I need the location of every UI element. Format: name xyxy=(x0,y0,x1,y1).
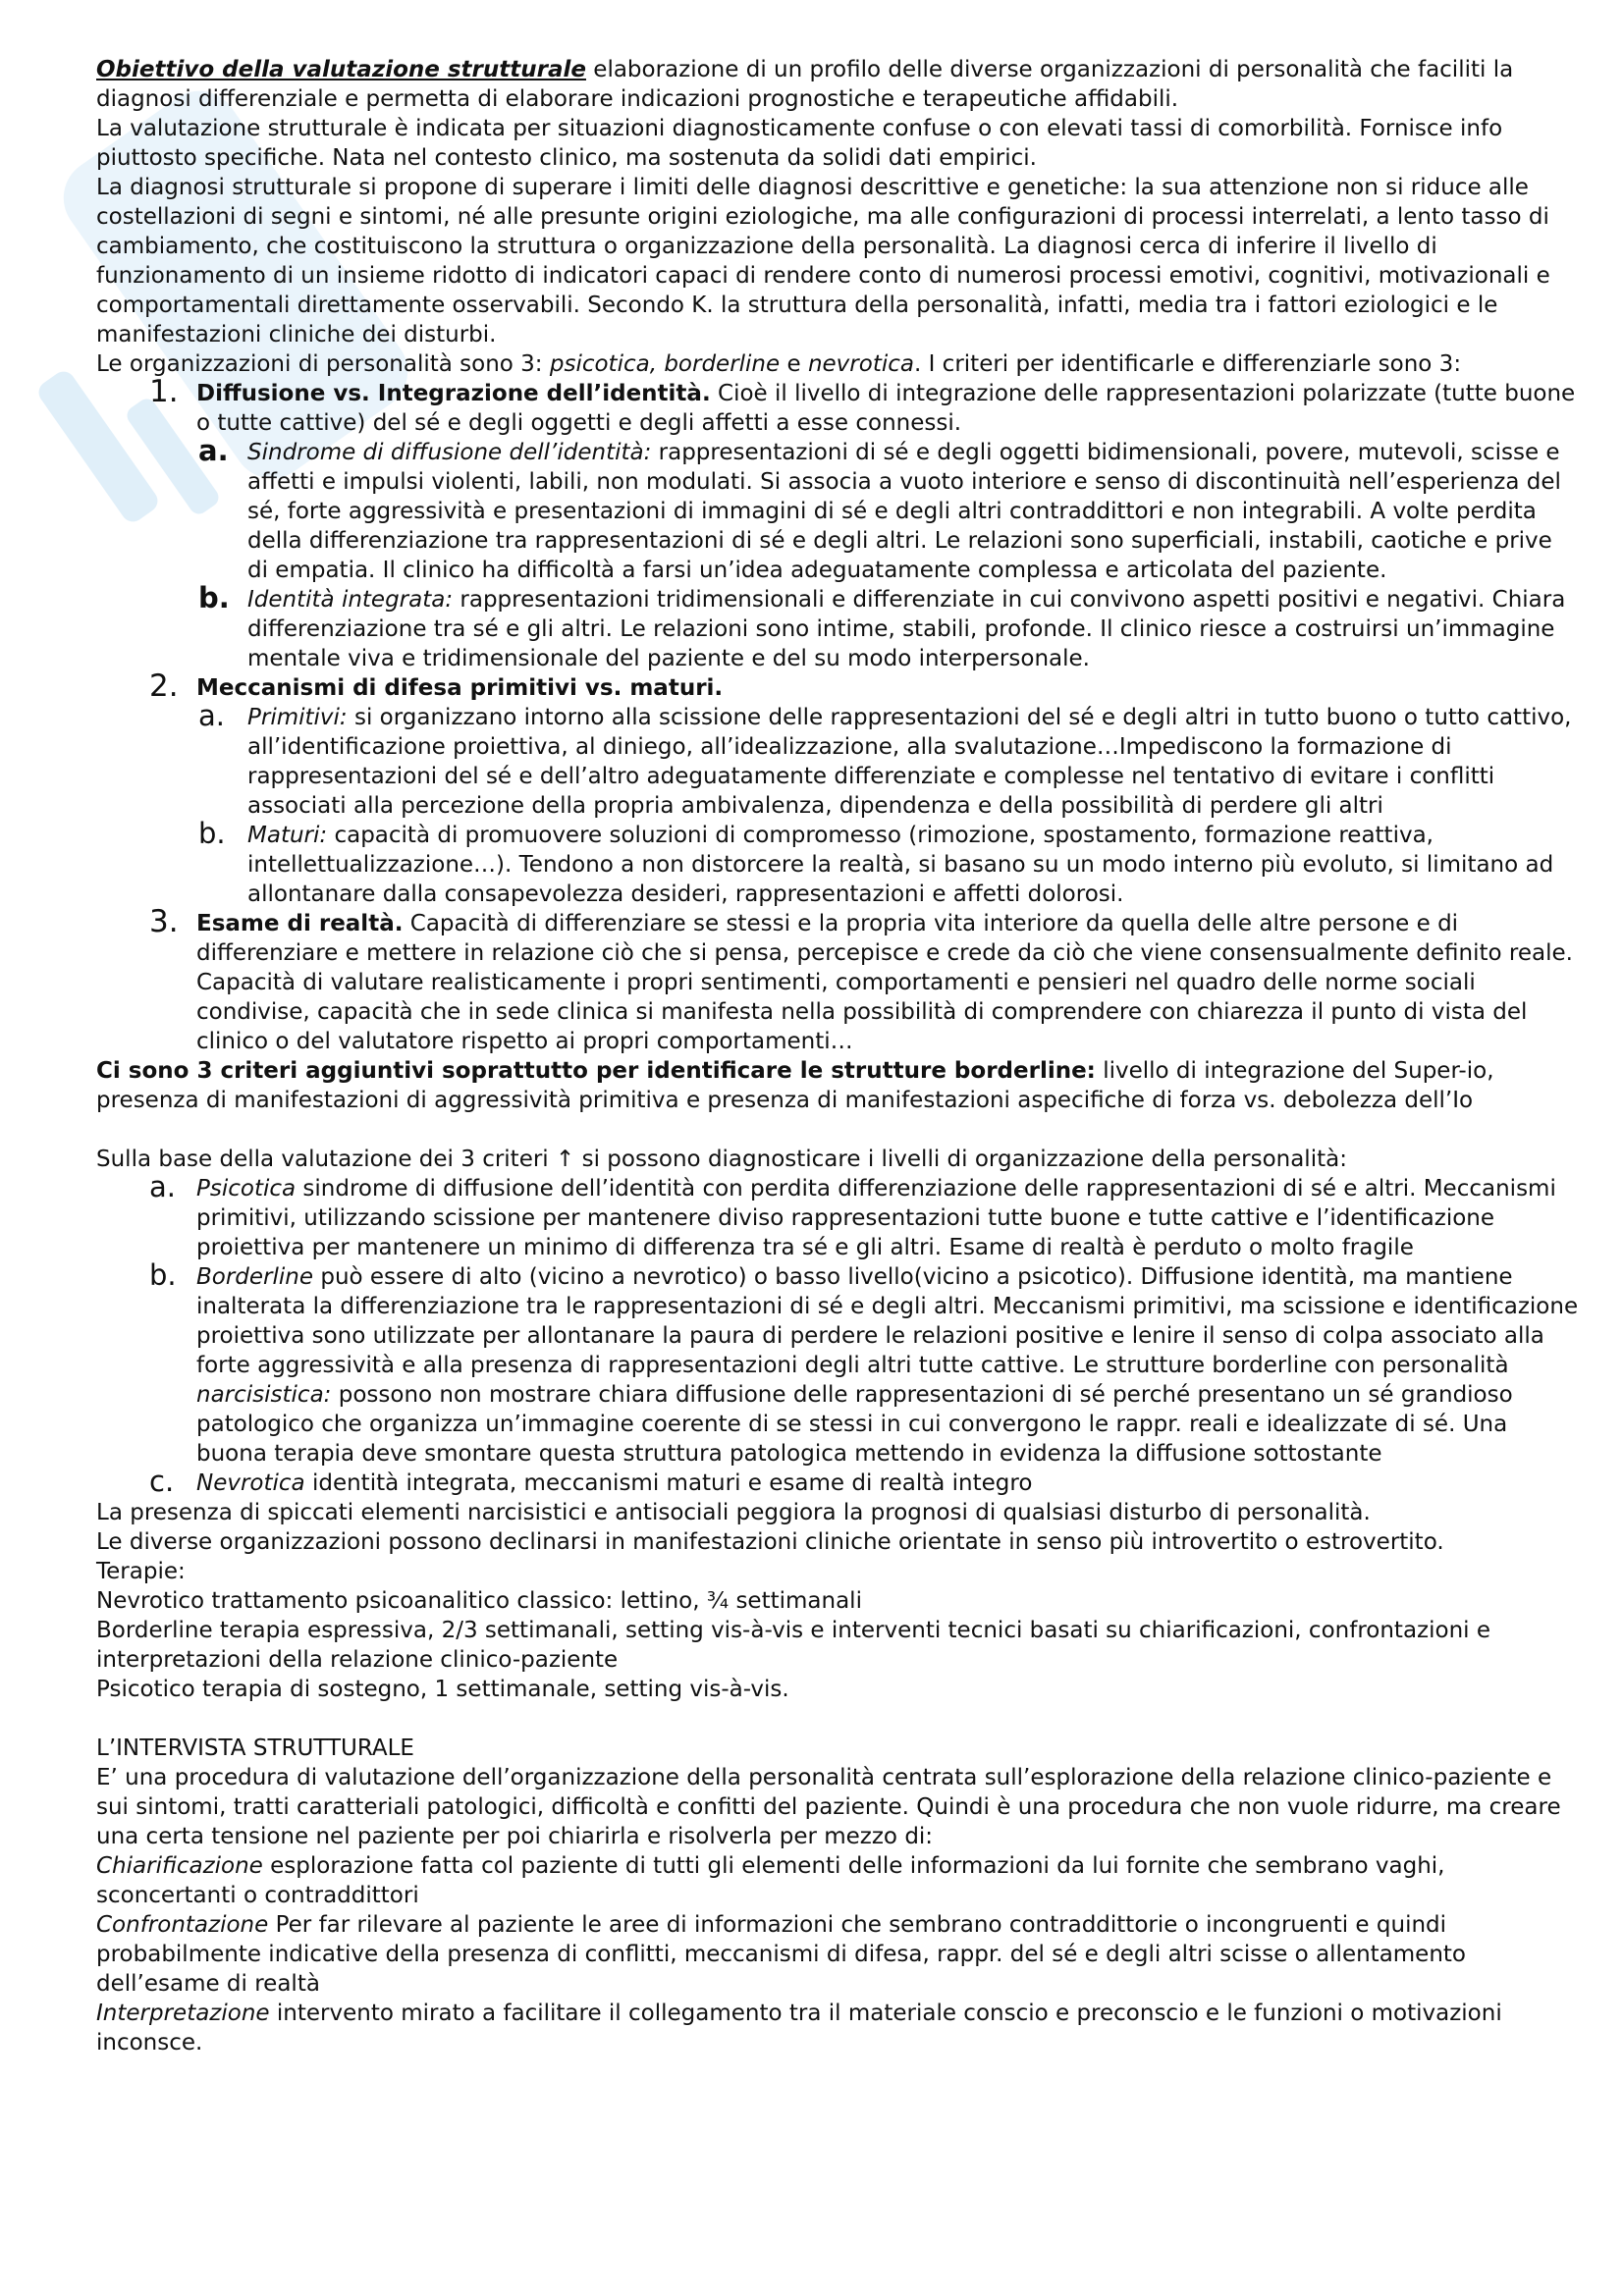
criterion-heading: Esame di realtà. xyxy=(196,911,404,936)
p4-text-c: e xyxy=(780,351,808,377)
sub-label: Primitivi: xyxy=(247,705,348,730)
level-item-nevrotica xyxy=(96,1465,1579,1498)
intro-paragraph-3: La diagnosi strutturale si propone di superare i limiti delle diagnosi descrittive e genetiche: la sua attenzione non si riduce alle costellazioni di segni e sintomi, né alle presunte origini eziologiche, ma alle configurazioni di processi interrelati, a lento tasso di cambiamento, che costituiscono la struttura o organizzazione della personalità. La diagnosi cerca di inferire il livello di funzionamento di un insieme ridotto di indicatori capaci di rendere conto di numerosi processi emotivi, cognitivi, motivazionali e comportamentali direttamente osservabili. Secondo K. la struttura della personalità, infatti, media tra i fattori eziologici e le manifestazioni cliniche dei disturbi. xyxy=(96,175,1550,347)
technique-text: Per far rilevare al paziente le aree di informazioni che sembrano contraddittorie o incongruenti e quindi probabilmente indicative della presenza di conflitti, meccanismi di difesa, rappr. del sé e degli altri scisse o allentamento dell’esame di realtà xyxy=(96,1912,1467,1997)
extra-criteria-text: livello di integrazione del Super-io, presenza di manifestazioni di aggressività primitiva e presenza di manifestazioni aspecifiche di forza vs. debolezza dell’Io xyxy=(96,1058,1494,1113)
sub-text: rappresentazioni di sé e degli oggetti bidimensionali, povere, mutevoli, scisse e affetti e impulsi violenti, labili, non modulati. Si associa a vuoto interiore e senso di discontinuità nell’esperienza del sé, forte aggressività e presentazioni di immagini di sé e degli altri contraddittori e non integrabili. A volte perdita della differenziazione tra rappresentazioni di sé e degli altri. Le relazioni sono superficiali, instabili, caotiche e prive di empatia. Il clinico ha difficoltà a farsi un’idea adeguatamente complessa e articolata del paziente. xyxy=(247,440,1561,583)
interview-paragraph: E’ una procedura di valutazione dell’organizzazione della personalità centrata sull’esplorazione della relazione clinico-paziente e sui sintomi, tratti caratteriali patologici, difficoltà e confitti del paziente. Quindi è una procedura che non vuole ridurre, ma creare una certa tensione nel paziente per poi chiarirla e risolverla per mezzo di: xyxy=(96,1765,1561,1849)
sub-item xyxy=(96,817,1579,909)
sub-item xyxy=(96,581,1579,673)
criterion-item xyxy=(96,904,1579,1056)
intro-text: elaborazione di un profilo delle diverse organizzazioni di personalità che faciliti la diagnosi differenziale e permetta di elaborare indicazioni prognostiche e terapeutiche affidabili. xyxy=(96,57,1514,112)
sub-letter: a. xyxy=(198,434,229,467)
sub-label: Maturi: xyxy=(247,823,328,848)
sub-text: si organizzano intorno alla scissione delle rappresentazioni del sé e degli altri in tutto buono o tutto cattivo, all’identificazione proiettiva, al diniego, all’idealizzazione, alla svalutazione…Impediscono la formazione di rappresentazioni del sé e dell’altro adeguatamente differenziate e complesse nel tentativo di evitare i conflitti associati alla percezione della propria ambivalenza, dipendenza e della possibilità di perdere gli altri xyxy=(247,705,1572,819)
sub-label: Sindrome di diffusione dell’identità: xyxy=(247,440,652,465)
therapies-heading: Terapie: xyxy=(96,1559,186,1584)
technique-text: esplorazione fatta col paziente di tutti gli elementi delle informazioni da lui fornite che sembrano vaghi, sconcertanti o contraddittori xyxy=(96,1853,1445,1908)
level-letter: c. xyxy=(149,1465,175,1498)
level-text: può essere di alto (vicino a nevrotico) o basso livello(vicino a psicotico). Diffusione identità, ma mantiene inalterata la differenziazione tra le rappresentazioni di sé e degli altri. Meccanismi primitivi, ma scissione e identificazione proiettiva sono utilizzate per allontanare la paura di perdere le relazioni positive e lenire il senso di colpa associato alla forte aggressività e alla presenza di rappresentazioni degli altri tutte cattive. Le strutture borderline con personalità xyxy=(196,1264,1579,1378)
sub-letter: b. xyxy=(198,581,230,614)
therapy-label: Borderline xyxy=(96,1618,213,1643)
technique-label: Chiarificazione xyxy=(96,1853,263,1879)
blank-line xyxy=(96,1704,1579,1734)
intro-paragraph-2: La valutazione strutturale è indicata per situazioni diagnosticamente confuse o con elevati tassi di comorbilità. Fornisce info piuttosto specifiche. Nata nel contesto clinico, ma sostenuta da solidi dati empirici. xyxy=(96,116,1503,171)
level-label: Borderline xyxy=(196,1264,314,1290)
technique-label: Confrontazione xyxy=(96,1912,269,1938)
level-label: Psicotica xyxy=(196,1176,297,1201)
therapy-psicotico xyxy=(96,1675,1579,1704)
level-item-borderline xyxy=(96,1258,1579,1468)
criterion-number: 1. xyxy=(149,374,179,409)
interview-title: L’INTERVISTA STRUTTURALE xyxy=(96,1735,414,1761)
intro-title: Obiettivo della valutazione strutturale xyxy=(96,57,586,82)
sub-item xyxy=(96,434,1579,585)
sub-label: Identità integrata: xyxy=(247,587,454,613)
interview-confrontazione xyxy=(96,1910,1579,1999)
level-letter: a. xyxy=(149,1170,176,1203)
criterion-heading: Diffusione vs. Integrazione dell’identità. xyxy=(196,381,711,406)
technique-label: Interpretazione xyxy=(96,2001,270,2026)
extra-criteria-heading: Ci sono 3 criteri aggiuntivi soprattutto per identificare le strutture borderline: xyxy=(96,1058,1096,1084)
level-text: sindrome di diffusione dell’identità con perdita differenziazione delle rappresentazioni di sé e altri. Meccanismi primitivi, utilizzando scissione per mantenere diviso rappresentazioni tutte buone e tutte cattive e l’identificazione proiettiva per mantenere un minimo di differenza tra sé e gli altri. Esame di realtà è perduto o molto fragile xyxy=(196,1176,1556,1260)
therapy-label: Nevrotico xyxy=(96,1588,205,1614)
sub-item xyxy=(96,699,1579,821)
therapy-borderline xyxy=(96,1616,1579,1675)
level-italic-term: narcisistica: xyxy=(196,1382,332,1408)
level-item-psicotica xyxy=(96,1170,1579,1262)
criterion-number: 2. xyxy=(149,668,179,704)
interview-chiarificazione xyxy=(96,1851,1579,1910)
p4-text-a: Le organizzazioni di personalità sono 3: xyxy=(96,351,550,377)
blank-line xyxy=(96,1115,1579,1145)
criterion-body: Capacità di differenziare se stessi e la propria vita interiore da quella delle altre persone e di differenziare e mettere in relazione ciò che si pensa, percepisce e crede da ciò che viene consensualmente definito reale. Capacità di valutare realisticamente i propri sentimenti, comportamenti e pensieri nel quadro delle norme sociali condivise, capacità che in sede clinica si manifesta nella possibilità di comprendere con chiarezza il punto di vista del clinico o del valutatore rispetto ai propri comportamenti… xyxy=(196,911,1573,1054)
criterion-item xyxy=(96,668,1579,704)
intro-paragraph xyxy=(96,55,1579,114)
therapy-nevrotico xyxy=(96,1586,1579,1616)
therapy-text: terapia di sostegno, 1 settimanale, setting vis-à-vis. xyxy=(194,1677,789,1702)
level-label: Nevrotica xyxy=(196,1470,305,1496)
interview-interpretazione xyxy=(96,1999,1579,2057)
declination-paragraph: Le diverse organizzazioni possono declinarsi in manifestazioni cliniche orientate in senso più introvertito o estrovertito. xyxy=(96,1529,1444,1555)
p4-text-e: . I criteri per identificarle e differenziarle sono 3: xyxy=(913,351,1462,377)
intro-paragraph-4 xyxy=(96,349,1579,379)
sub-letter: b. xyxy=(198,817,226,850)
p4-italic-d: nevrotica xyxy=(807,351,914,377)
criterion-heading: Meccanismi di difesa primitivi vs. maturi. xyxy=(196,675,724,701)
criterion-body: Cioè il livello di integrazione delle rappresentazioni polarizzate (tutte buone o tutte cattive) del sé e degli oggetti e degli affetti a esse connessi. xyxy=(196,381,1576,436)
therapy-text: terapia espressiva, 2/3 settimanali, setting vis-à-vis e interventi tecnici basati su chiarificazioni, confrontazioni e interpretazioni della relazione clinico-paziente xyxy=(96,1618,1491,1673)
prognosis-paragraph: La presenza di spiccati elementi narcisistici e antisociali peggiora la prognosi di qualsiasi disturbo di personalità. xyxy=(96,1500,1371,1525)
sub-text: rappresentazioni tridimensionali e differenziate in cui convivono aspetti positivi e negativi. Chiara differenziazione tra sé e gli altri. Le relazioni sono intime, stabili, profonde. Il clinico riesce a costruirsi un’immagine mentale viva e tridimensionale del paziente e del su modo interpersonale. xyxy=(247,587,1566,671)
therapy-label: Psicotico xyxy=(96,1677,195,1702)
level-text-2: possono non mostrare chiara diffusione delle rappresentazioni di sé perché presentano un sé grandioso patologico che organizza un’immagine coerente di se stessi in cui convergono le rappr. reali e idealizzate di sé. Una buona terapia deve smontare questa struttura patologica mettendo in evidenza la diffusione sottostante xyxy=(196,1382,1513,1467)
criterion-number: 3. xyxy=(149,904,179,939)
level-text: identità integrata, meccanismi maturi e esame di realtà integro xyxy=(304,1470,1033,1496)
document-body xyxy=(96,55,1579,2057)
technique-text: intervento mirato a facilitare il collegamento tra il materiale conscio e preconscio e le funzioni o motivazioni inconsce. xyxy=(96,2001,1502,2056)
sub-letter: a. xyxy=(198,699,225,732)
sub-text: capacità di promuovere soluzioni di compromesso (rimozione, spostamento, formazione reattiva, intellettualizzazione…). Tendono a non distorcere la realtà, si basano su un modo interno più evoluto, si limitano ad allontanare dalla consapevolezza desideri, rappresentazioni e affetti dolorosi. xyxy=(247,823,1554,907)
level-letter: b. xyxy=(149,1258,177,1292)
levels-intro: Sulla base della valutazione dei 3 criteri ↑ si possono diagnosticare i livelli di organizzazione della personalità: xyxy=(96,1147,1347,1172)
p4-italic-b: psicotica, borderline xyxy=(549,351,781,377)
therapy-text: trattamento psicoanalitico classico: lettino, ¾ settimanali xyxy=(204,1588,862,1614)
criterion-item xyxy=(96,374,1579,438)
extra-criteria-paragraph xyxy=(96,1056,1579,1115)
